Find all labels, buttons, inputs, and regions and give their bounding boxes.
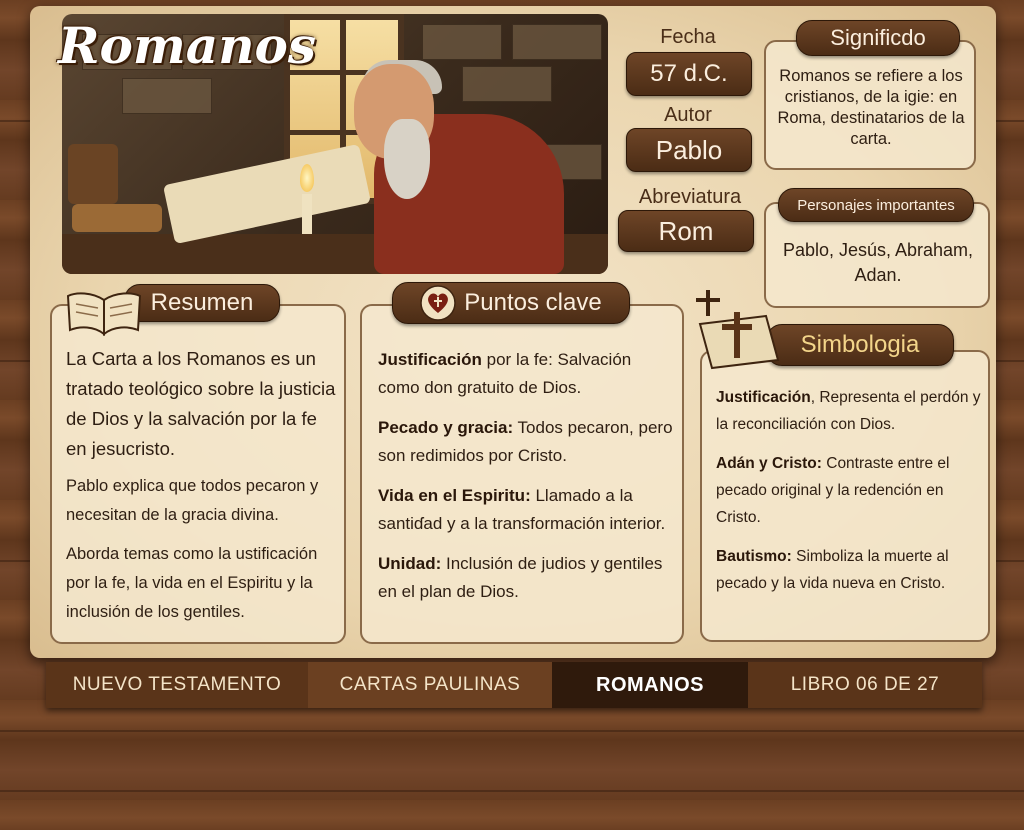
resumen-content xyxy=(66,344,342,627)
resumen-header: Resumen xyxy=(124,284,280,322)
puntos-header-label: Puntos clave xyxy=(464,289,602,316)
fecha-value: 57 d.C. xyxy=(626,52,752,96)
puntos-item: Justificación por la fe: Salvación como don gratuito de Dios. xyxy=(378,350,632,397)
wood-plank-line xyxy=(0,790,1024,792)
open-book-icon xyxy=(64,286,144,338)
puntos-item: Vida en el Espiritu: Llamado a la santiɗad y a la transformación interior. xyxy=(378,486,666,533)
footer-libro: ROMANOS xyxy=(552,662,748,708)
fecha-label: Fecha xyxy=(660,26,716,48)
simbologia-item: Bautismo: Simboliza la muerte al pecado y la vida nueva en Cristo. xyxy=(716,548,949,592)
resumen-paragraph: La Carta a los Romanos es un tratado teológico sobre la justicia de Dios y la salvación por la fe en jesucristo. xyxy=(66,348,336,459)
personajes-header: Personajes importantes xyxy=(778,188,974,222)
simbologia-list xyxy=(716,384,988,597)
cross-icon xyxy=(694,286,784,376)
abreviatura-value: Rom xyxy=(618,210,754,252)
simbologia-item: Justificación, Representa el perdón y la reconciliación con Dios. xyxy=(716,389,981,433)
significado-header: Significdo xyxy=(796,20,960,56)
footer-numero: LIBRO 06 DE 27 xyxy=(748,662,982,708)
heart-cross-icon xyxy=(420,285,456,321)
footer-bar xyxy=(46,662,982,708)
puntos-list xyxy=(378,346,676,606)
puntos-header xyxy=(392,282,630,324)
puntos-item: Pecado y gracia: Todos pecaron, pero son redimidos por Cristo. xyxy=(378,418,673,465)
simbologia-header: Simbologia xyxy=(766,324,954,366)
resumen-paragraph: Aborda temas como la ustificación por la fe, la vida en el Espiritu y la inclusión de los gentiles. xyxy=(66,545,318,621)
wood-plank-line xyxy=(0,730,1024,732)
footer-grupo: CARTAS PAULINAS xyxy=(308,662,552,708)
autor-value: Pablo xyxy=(626,128,752,172)
abreviatura-label: Abreviatura xyxy=(638,186,742,208)
simbologia-item: Adán y Cristo: Contraste entre el pecado original y la redención en Cristo. xyxy=(716,455,950,526)
footer-testamento: NUEVO TESTAMENTO xyxy=(46,662,308,708)
personajes-text: Pablo, Jesús, Abraham, Adan. xyxy=(782,240,974,285)
resumen-paragraph: Pablo explica que todos pecaron y necesitan de la gracia divina. xyxy=(66,477,319,524)
book-title: Romanos xyxy=(58,16,317,75)
autor-label: Autor xyxy=(664,104,712,126)
puntos-item: Unidad: Inclusión de judios y gentiles en el plan de Dios. xyxy=(378,554,663,601)
significado-text: Romanos se refiere a los cristianos, de la igie: en Roma, destinatarios de la carta. xyxy=(777,67,965,148)
